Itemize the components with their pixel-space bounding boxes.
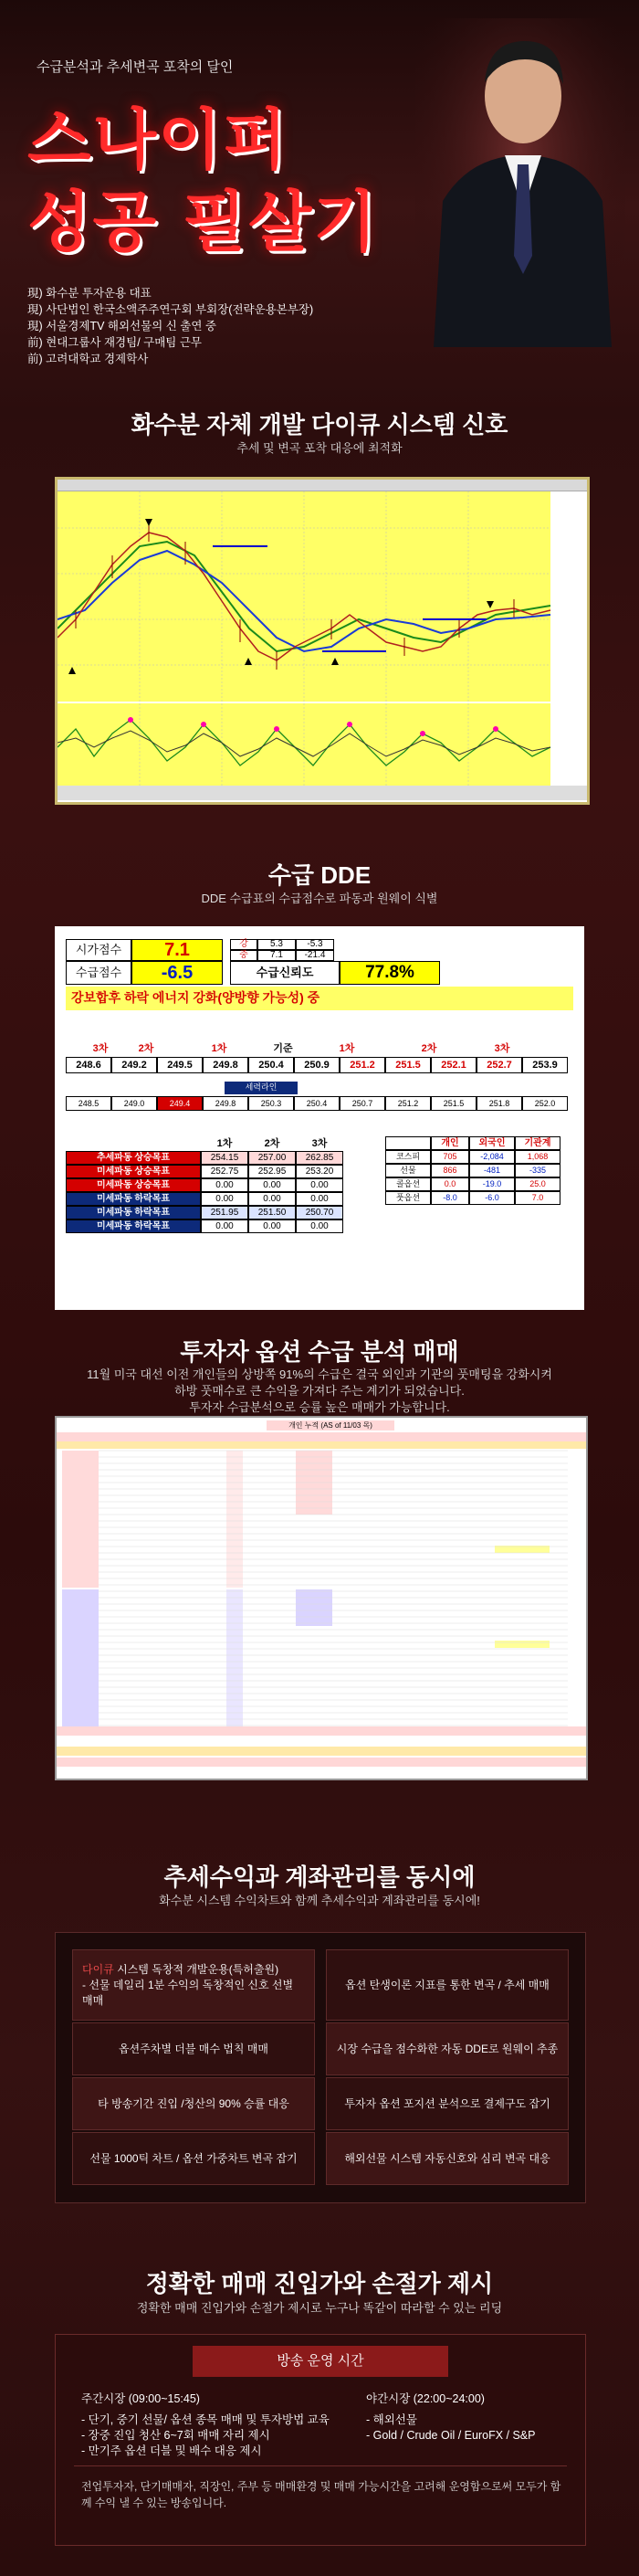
feature-item: 옵션 탄생이론 지표를 통한 변곡 / 추세 매매	[326, 1949, 569, 2021]
target-value: 0.00	[248, 1192, 296, 1206]
level-value: 250.9	[294, 1057, 340, 1073]
feature-item: 시장 수급을 점수화한 자동 DDE로 원웨이 추종	[326, 2022, 569, 2075]
target-value: 253.20	[296, 1165, 343, 1178]
mini-label: 중	[230, 950, 257, 961]
target-value: 250.70	[296, 1206, 343, 1219]
target-value: 0.00	[248, 1219, 296, 1233]
feature-item: 해외선물 시스템 자동신호와 심리 변곡 대응	[326, 2132, 569, 2185]
investor-cell: 0.0	[431, 1177, 469, 1191]
options-analysis-table	[55, 1416, 588, 1780]
target-value: 0.00	[296, 1219, 343, 1233]
target-value: 251.95	[201, 1206, 248, 1219]
target-value: 251.50	[248, 1206, 296, 1219]
mini-label: 강	[230, 939, 257, 950]
investor-cell: -2,084	[469, 1150, 515, 1164]
investor-cell: -6.0	[469, 1191, 515, 1205]
level-value: 249.2	[111, 1057, 157, 1073]
investor-header: 개인	[431, 1136, 469, 1150]
section3-subtitle	[0, 1367, 639, 1416]
level-value: 250.4	[248, 1057, 294, 1073]
level-value: 249.4	[157, 1096, 203, 1111]
dde-panel	[55, 926, 584, 1310]
feature-highlight: 다이큐	[82, 1962, 114, 1976]
target-label: 미세파동 하락목표	[66, 1206, 201, 1219]
bio-line: 前) 고려대학교 경제학사	[27, 353, 149, 365]
night-item: - 해외선물	[366, 2413, 417, 2426]
target-label: 미세파동 상승목표	[66, 1178, 201, 1192]
schedule-footer: 전업투자자, 단기매매자, 직장인, 주부 등 매매환경 및 매매 가능시간을 고려해 운영함으로써 모두가 함께 수익 낼 수 있는 방송입니다.	[81, 2480, 561, 2509]
investor-cell: 866	[431, 1164, 469, 1177]
night-market-title: 야간시장 (22:00~24:00)	[366, 2392, 485, 2405]
broadcast-schedule	[55, 2334, 586, 2546]
start-score-value: 7.1	[131, 939, 223, 961]
mini-value: 5.3	[257, 939, 296, 950]
section1-subtitle: 추세 및 변곡 포착 대응에 최적화	[236, 441, 403, 455]
chart-canvas	[58, 491, 587, 800]
hero-section	[0, 0, 639, 384]
trust-label: 수급신뢰도	[230, 961, 340, 985]
level-header: 3차	[92, 1043, 109, 1054]
hero-title-line2: 성공 필살기	[27, 184, 379, 260]
level-value: 251.8	[477, 1096, 522, 1111]
mini-value: -5.3	[296, 939, 334, 950]
level-header: 3차	[494, 1043, 510, 1054]
feature-text: 시스템 독창적 개발운용(특허출원)	[113, 1962, 279, 1976]
level-value: 253.9	[522, 1057, 568, 1073]
target-value: 252.95	[248, 1165, 296, 1178]
target-header: 2차	[264, 1138, 280, 1149]
investor-cell: 25.0	[515, 1177, 560, 1191]
target-value: 262.85	[296, 1151, 343, 1165]
level-header: 2차	[421, 1043, 437, 1054]
target-label: 미세파동 하락목표	[66, 1192, 201, 1206]
target-header: 3차	[311, 1138, 328, 1149]
section4-subtitle: 화수분 시스템 수익차트와 함께 추세수익과 계좌관리를 동시에!	[159, 1894, 480, 1907]
investor-cell: 705	[431, 1150, 469, 1164]
investor-cell: 1,068	[515, 1150, 560, 1164]
level-value: 251.5	[431, 1096, 477, 1111]
level-value: 252.0	[522, 1096, 568, 1111]
section5-subtitle: 정확한 매매 진입가와 손절가 제시로 누구나 똑같이 따라할 수 있는 리딩	[136, 2301, 503, 2315]
day-item: - 만기주 옵션 더블 및 배수 대응 제시	[81, 2444, 262, 2457]
target-value: 0.00	[201, 1178, 248, 1192]
day-market	[81, 2391, 355, 2459]
target-value: 254.15	[201, 1151, 248, 1165]
bio-line: 現) 화수분 투자운용 대표	[27, 287, 152, 300]
level-value: 251.5	[385, 1057, 431, 1073]
mini-value: -21.4	[296, 950, 334, 961]
night-item: - Gold / Crude Oil / EuroFX / S&P	[366, 2429, 536, 2442]
target-label: 미세파동 상승목표	[66, 1165, 201, 1178]
subtitle-line: 하방 풋매수로 큰 수익을 가져다 주는 계기가 되었습니다.	[174, 1384, 465, 1398]
hero-subtitle: 수급분석과 추세변곡 포착의 달인	[37, 59, 234, 75]
force-line-label: 세력라인	[225, 1082, 298, 1094]
section2-subtitle: DDE 수급표의 수급점수로 파동과 원웨이 식별	[201, 892, 438, 905]
hero-title-line1: 스나이퍼	[27, 101, 289, 178]
start-score-label: 시가점수	[66, 939, 131, 961]
feature-item: 선물 1000틱 차트 / 옵션 가중차트 변곡 잡기	[72, 2132, 315, 2185]
investor-cell: -19.0	[469, 1177, 515, 1191]
level-value: 248.5	[66, 1096, 111, 1111]
subtitle-line: 11월 미국 대선 이전 개인들의 상방쪽 91%의 수급은 결국 외인과 기관의 풋매팅을 강화시켜	[87, 1367, 552, 1381]
level-value: 248.6	[66, 1057, 111, 1073]
day-item: - 장중 진입 청산 6~7회 매매 자리 제시	[81, 2429, 270, 2442]
presenter-portrait	[415, 18, 625, 347]
level-value: 249.8	[203, 1057, 248, 1073]
divider	[74, 2465, 567, 2466]
target-header: 1차	[216, 1138, 233, 1149]
options-grid	[57, 1418, 586, 1779]
bio-line: 現) 서울경제TV 해외선물의 신 출연 중	[27, 320, 216, 333]
daiq-signal-chart	[55, 477, 590, 805]
feature-item: 투자자 옵션 포지션 분석으로 결제구도 잡기	[326, 2077, 569, 2130]
investor-header	[385, 1136, 431, 1150]
dde-alert: 강보합후 하락 에너지 강화(양방향 가능성) 중	[66, 987, 573, 1010]
level-value: 251.2	[385, 1096, 431, 1111]
target-label: 미세파동 하락목표	[66, 1219, 201, 1233]
level-value: 250.4	[294, 1096, 340, 1111]
level-value: 252.1	[431, 1057, 477, 1073]
investor-cell: -481	[469, 1164, 515, 1177]
feature-item: 타 방송기간 진입 /청산의 90% 승률 대응	[72, 2077, 315, 2130]
section4-title: 추세수익과 계좌관리를 동시에	[163, 1863, 476, 1891]
night-market	[366, 2391, 576, 2444]
target-value: 257.00	[248, 1151, 296, 1165]
day-market-title: 주간시장 (09:00~15:45)	[81, 2392, 200, 2405]
flow-score-label: 수급점수	[66, 961, 131, 985]
investor-cell: 7.0	[515, 1191, 560, 1205]
target-value: 0.00	[296, 1178, 343, 1192]
investor-cell: -335	[515, 1164, 560, 1177]
level-value: 250.7	[340, 1096, 385, 1111]
investor-cell: 콜옵션	[385, 1177, 431, 1191]
feature-item: 옵션주차별 더블 매수 법칙 매매	[72, 2022, 315, 2075]
investor-header: 기관계	[515, 1136, 560, 1150]
level-header: 1차	[211, 1043, 227, 1054]
section2-title: 수급 DDE	[267, 861, 372, 889]
presenter-bio	[27, 285, 313, 367]
level-value: 250.3	[248, 1096, 294, 1111]
level-value: 249.0	[111, 1096, 157, 1111]
mini-value: 7.1	[257, 950, 296, 961]
section1-title: 화수분 자체 개발 다이큐 시스템 신호	[131, 411, 508, 438]
trust-value: 77.8%	[340, 961, 440, 985]
feature-detail: - 선물 데일리 1분 수익의 독창적인 신호 선별 매매	[82, 1978, 294, 2007]
target-value: 0.00	[201, 1219, 248, 1233]
target-value: 0.00	[201, 1192, 248, 1206]
level-value: 249.8	[203, 1096, 248, 1111]
target-value: 0.00	[296, 1192, 343, 1206]
section5-title: 정확한 매매 진입가와 손절가 제시	[145, 2270, 494, 2297]
feature-grid	[55, 1932, 586, 2203]
options-table-title: 개인 누적 (AS of 11/03 목)	[267, 1420, 394, 1431]
target-value: 252.75	[201, 1165, 248, 1178]
bio-line: 現) 사단법인 한국소액주주연구회 부회장(전략운용본부장)	[27, 303, 314, 316]
investor-header: 외국인	[469, 1136, 515, 1150]
target-value: 0.00	[248, 1178, 296, 1192]
level-header: 2차	[138, 1043, 154, 1054]
level-value: 252.7	[477, 1057, 522, 1073]
bio-line: 前) 현대그룹사 재경팀/ 구매팀 근무	[27, 336, 203, 349]
level-header: 1차	[339, 1043, 355, 1054]
feature-daiq	[72, 1949, 315, 2021]
investor-cell: 코스피	[385, 1150, 431, 1164]
flow-score-value: -6.5	[131, 961, 223, 985]
section3-title: 투자자 옵션 수급 분석 매매	[180, 1338, 459, 1366]
chart-toolbar	[58, 480, 587, 491]
investor-cell: -8.0	[431, 1191, 469, 1205]
investor-cell: 선물	[385, 1164, 431, 1177]
target-label: 추세파동 상승목표	[66, 1151, 201, 1165]
schedule-title: 방송 운영 시간	[193, 2346, 448, 2377]
investor-cell: 풋옵션	[385, 1191, 431, 1205]
level-value: 251.2	[340, 1057, 385, 1073]
level-value: 249.5	[157, 1057, 203, 1073]
level-header: 기준	[273, 1043, 293, 1054]
day-item: - 단기, 중기 선물/ 옵션 종목 매매 및 투자방법 교육	[81, 2413, 330, 2426]
subtitle-line: 투자자 수급분석으로 승률 높은 매매가 가능합니다.	[189, 1400, 450, 1414]
